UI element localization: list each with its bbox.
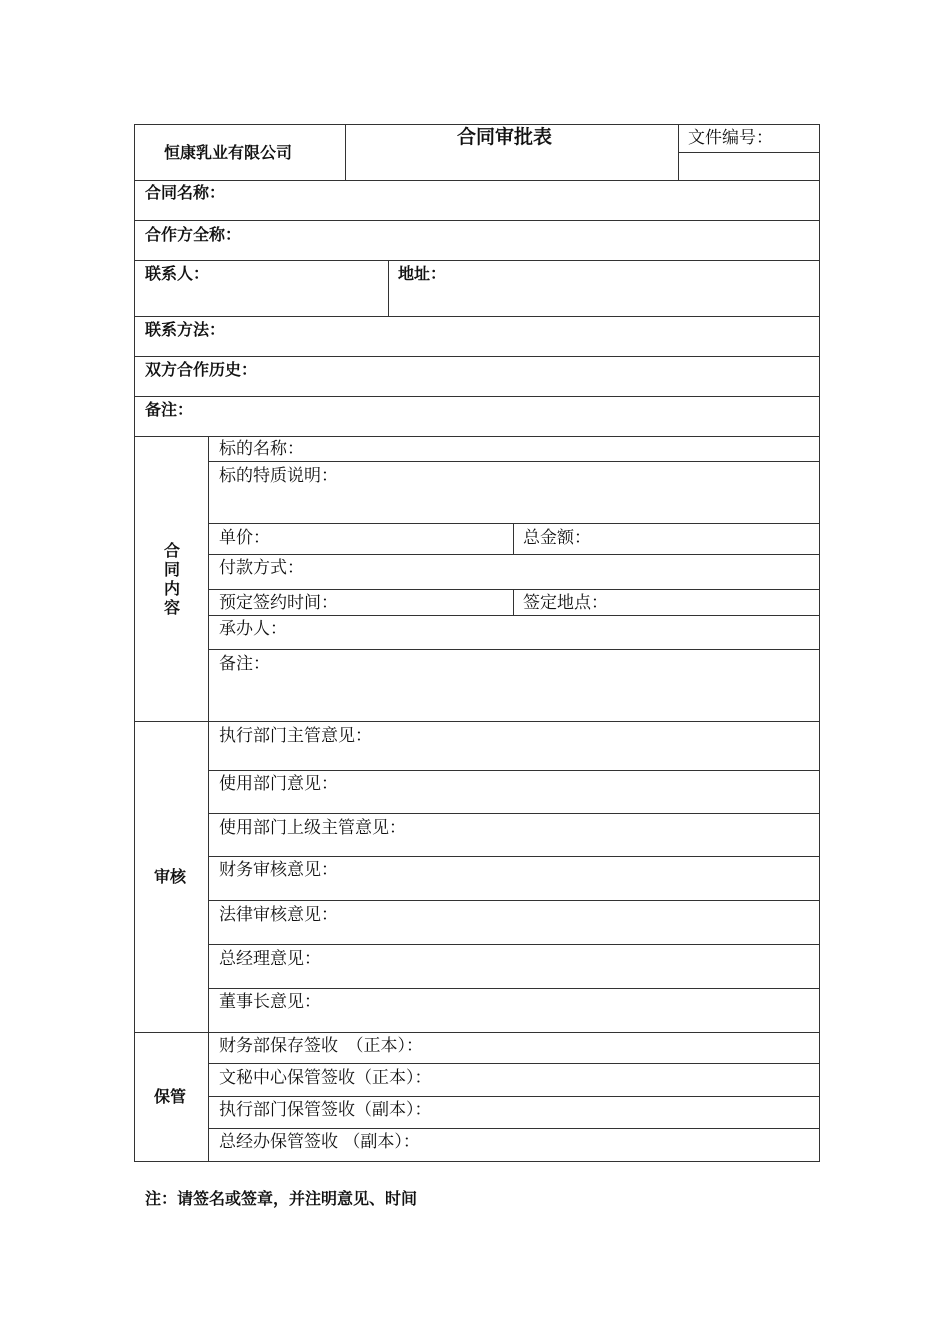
frame-bottom <box>134 1161 820 1162</box>
divider <box>134 220 820 221</box>
review-item: 使用部门意见： <box>219 774 338 794</box>
divider <box>208 1063 820 1064</box>
divider <box>208 1096 820 1097</box>
divider <box>208 900 820 901</box>
sign-time-label: 预定签约时间： <box>219 593 338 613</box>
frame-left <box>134 124 135 1162</box>
divider <box>208 1128 820 1129</box>
total-amount-label: 总金额： <box>523 528 591 548</box>
custody-item: 文秘中心保管签收（正本）： <box>219 1068 432 1088</box>
payment-method-label: 付款方式： <box>219 558 304 578</box>
divider <box>134 260 820 261</box>
divider <box>208 461 820 462</box>
divider <box>134 316 820 317</box>
address-label: 地址： <box>398 264 447 283</box>
divider <box>388 260 389 316</box>
divider <box>134 180 820 181</box>
divider <box>208 649 820 650</box>
review-item: 执行部门主管意见： <box>219 726 372 746</box>
handler-label: 承办人： <box>219 619 287 639</box>
divider <box>208 615 820 616</box>
unit-price-label: 单价： <box>219 528 270 548</box>
divider <box>134 1032 820 1033</box>
footer-note: 注：请签名或签章，并注明意见、时间 <box>145 1189 418 1208</box>
divider <box>208 944 820 945</box>
divider <box>134 356 820 357</box>
review-section-label: 审核 <box>154 867 187 886</box>
partner-name-label: 合作方全称： <box>145 225 242 244</box>
custody-section-label: 保管 <box>154 1087 187 1106</box>
divider <box>208 770 820 771</box>
subject-name-label: 标的名称： <box>219 439 304 459</box>
review-item: 使用部门上级主管意见： <box>219 818 406 838</box>
divider <box>345 124 346 181</box>
custody-item: 总经办保管签收 （副本）： <box>219 1132 420 1152</box>
divider <box>208 813 820 814</box>
custody-item: 执行部门保管签收（副本）： <box>219 1100 432 1120</box>
divider <box>208 589 820 590</box>
divider <box>513 589 514 615</box>
document-number-field[interactable] <box>679 153 819 180</box>
custody-item: 财务部保存签收 （正本）： <box>219 1036 423 1056</box>
divider <box>134 436 820 437</box>
contract-content-section-label: 合同内容 <box>163 541 180 617</box>
divider <box>134 396 820 397</box>
contact-person-label: 联系人： <box>145 264 210 283</box>
frame-right <box>819 124 820 1162</box>
review-item: 法律审核意见： <box>219 905 338 925</box>
document-number-label: 文件编号： <box>688 128 773 148</box>
content-remarks-label: 备注： <box>219 654 270 674</box>
review-item: 董事长意见： <box>219 992 321 1012</box>
divider <box>208 856 820 857</box>
frame-top <box>134 124 820 125</box>
subject-description-label: 标的特质说明： <box>219 466 338 486</box>
review-item: 总经理意见： <box>219 949 321 969</box>
divider <box>208 436 209 1162</box>
contact-method-label: 联系方法： <box>145 320 226 339</box>
company-name: 恒康乳业有限公司 <box>164 143 293 162</box>
divider <box>208 523 820 524</box>
sign-place-label: 签定地点： <box>523 593 608 613</box>
divider <box>513 523 514 554</box>
review-item: 财务审核意见： <box>219 860 338 880</box>
divider <box>208 554 820 555</box>
divider <box>208 988 820 989</box>
cooperation-history-label: 双方合作历史： <box>145 360 258 379</box>
divider <box>134 721 820 722</box>
remarks-label: 备注： <box>145 400 194 419</box>
form-title: 合同审批表 <box>457 126 553 148</box>
contract-name-label: 合同名称： <box>145 183 226 202</box>
